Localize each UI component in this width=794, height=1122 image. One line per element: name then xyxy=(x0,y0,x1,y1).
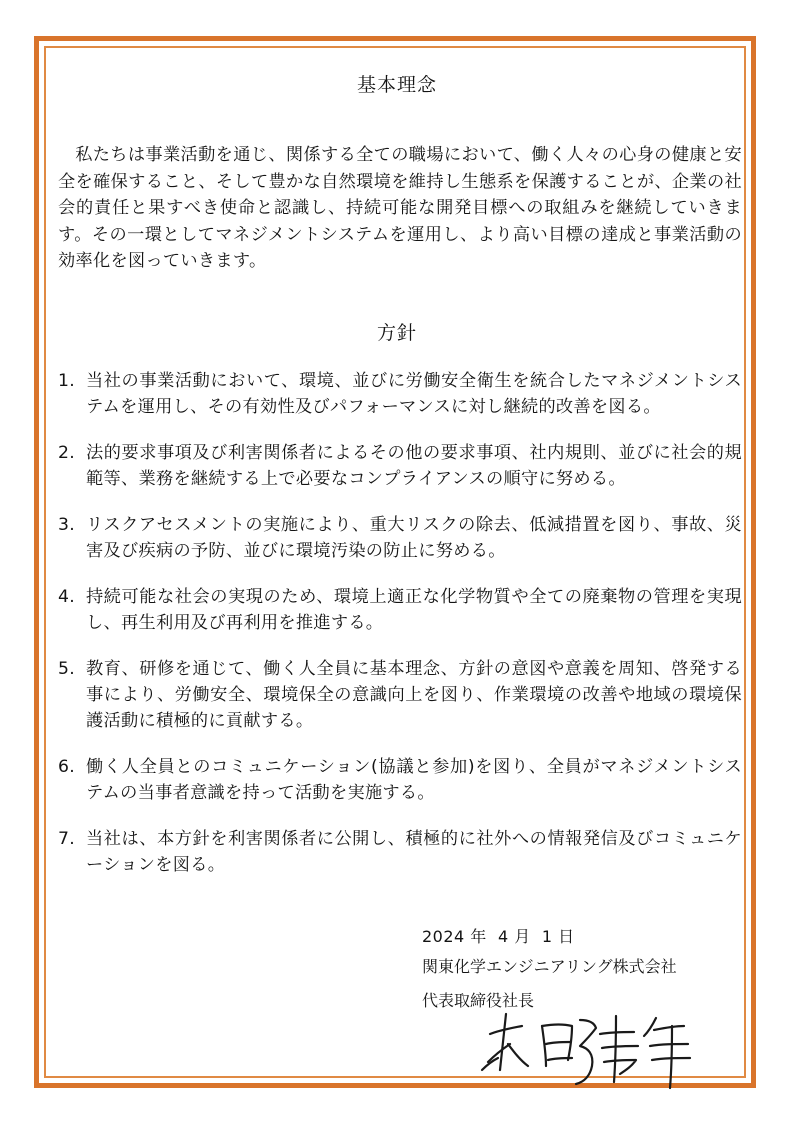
policy-item xyxy=(58,440,742,492)
policy-item-text: 働く人全員とのコミュニケーション(協議と参加)を図り、全員がマネジメントシステムの当事者意識を持って活動を実施する。 xyxy=(86,757,742,803)
policy-item-number: 3. xyxy=(58,515,75,535)
policy-item-number: 6. xyxy=(58,757,75,777)
policy-item-number: 1. xyxy=(58,371,75,391)
policy-item xyxy=(58,512,742,564)
policy-item-number: 2. xyxy=(58,443,75,463)
issue-date: 2024 年 4 月 1 日 xyxy=(422,927,575,946)
policy-item xyxy=(58,368,742,420)
representative-title: 代表取締役社長 xyxy=(422,991,535,1010)
policy-item-text: リスクアセスメントの実施により、重大リスクの除去、低減措置を図り、事故、災害及び疾病の予防、並びに環境汚染の防止に努める。 xyxy=(86,515,742,561)
policy-item-number: 4. xyxy=(58,587,75,607)
policy-item-number: 5. xyxy=(58,659,75,679)
policy-list xyxy=(58,368,742,878)
policy-item-text: 当社は、本方針を利害関係者に公開し、積極的に社外への情報発信及びコミュニケーションを図る。 xyxy=(86,829,742,875)
policy-item-text: 当社の事業活動において、環境、並びに労働安全衛生を統合したマネジメントシステムを運用し、その有効性及びパフォーマンスに対し継続的改善を図る。 xyxy=(86,371,742,417)
policy-item xyxy=(58,656,742,734)
handwritten-signature-icon xyxy=(476,1004,706,1090)
policy-item-text: 法的要求事項及び利害関係者によるその他の要求事項、社内規則、並びに社会的規範等、業務を継続する上で必要なコンプライアンスの順守に努める。 xyxy=(86,443,742,489)
philosophy-heading: 基本理念 xyxy=(356,74,437,96)
policy-item xyxy=(58,584,742,636)
policy-item xyxy=(58,754,742,806)
policy-heading: 方針 xyxy=(376,322,417,344)
policy-item-number: 7. xyxy=(58,829,75,849)
philosophy-paragraph: 私たちは事業活動を通じ、関係する全ての職場において、働く人々の心身の健康と安全を確保すること、そして豊かな自然環境を維持し生態系を保護することが、企業の社会的責任と果すべき使命と認識し、持続可能な開発目標への取組みを継続していきます。その一環としてマネジメントシステムを運用し、より高い目標の達成と事業活動の効率化を図っていきます。 xyxy=(58,145,742,271)
company-name: 関東化学エンジニアリング株式会社 xyxy=(422,957,677,976)
policy-item-text: 教育、研修を通じて、働く人全員に基本理念、方針の意図や意義を周知、啓発する事により、労働安全、環境保全の意識向上を図り、作業環境の改善や地域の環境保護活動に積極的に貢献する。 xyxy=(86,659,742,731)
policy-item-text: 持続可能な社会の実現のため、環境上適正な化学物質や全ての廃棄物の管理を実現し、再生利用及び再利用を推進する。 xyxy=(86,587,742,633)
policy-item xyxy=(58,826,742,878)
